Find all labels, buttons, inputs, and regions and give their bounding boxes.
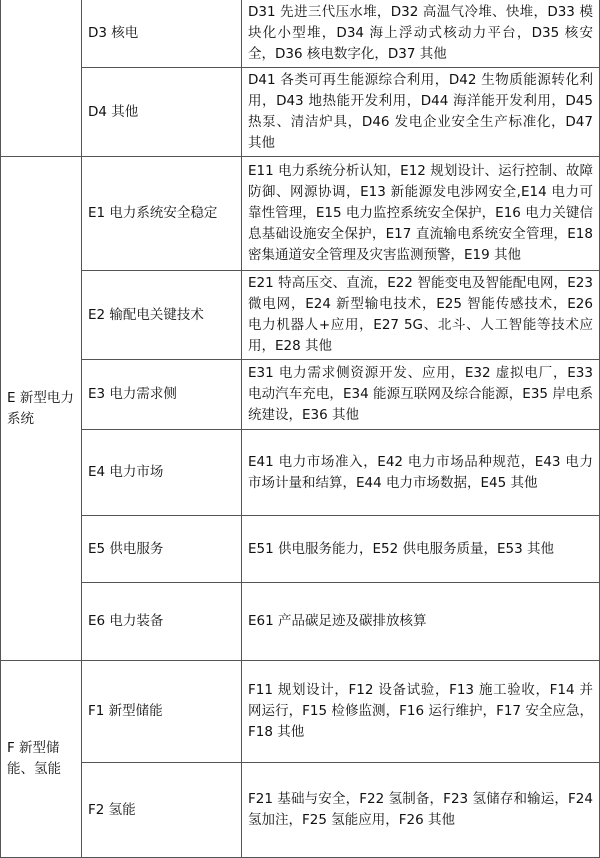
category-cell: F 新型储能、氢能 (1, 661, 82, 858)
content-cell: F21 基础与安全，F22 氢制备，F23 氢储存和输运，F24 氢加注，F25 氢能应用，F26 其他 (242, 763, 600, 858)
table-row (1, 157, 600, 271)
content-cell: D31 先进三代压水堆，D32 高温气冷堆、快堆，D33 模块化小型堆，D34 海上浮动式核动力平台，D35 核安全，D36 核电数字化，D37 其他 (242, 0, 600, 68)
content-cell: E41 电力市场准入，E42 电力市场品种规范，E43 电力市场计量和结算，E44 电力市场数据，E45 其他 (242, 430, 600, 516)
content-cell: F11 规划设计，F12 设备试验，F13 施工验收，F14 并网运行，F15 检修监测，F16 运行维护，F17 安全应急，F18 其他 (242, 661, 600, 763)
subcategory-cell: E2 输配电关键技术 (82, 271, 242, 360)
content-cell: E21 特高压交、直流，E22 智能变电及智能配电网，E23 微电网，E24 新型输电技术，E25 智能传感技术，E26 电力机器人+应用，E27 5G、北斗、人工智能等技术应用，E28 其他 (242, 271, 600, 360)
content-cell: D41 各类可再生能源综合利用，D42 生物质能源转化利用，D43 地热能开发利用，D44 海洋能开发利用，D45 热泵、清洁炉具，D46 发电企业安全生产标准化，D47 其他 (242, 68, 600, 157)
table-row (1, 661, 600, 763)
subcategory-cell: E1 电力系统安全稳定 (82, 157, 242, 271)
category-cell (1, 0, 82, 157)
table-row (1, 430, 600, 516)
table-row (1, 360, 600, 430)
subcategory-cell: F1 新型储能 (82, 661, 242, 763)
content-cell: E61 产品碳足迹及碳排放核算 (242, 583, 600, 661)
table-row (1, 68, 600, 157)
content-cell: E51 供电服务能力，E52 供电服务质量，E53 其他 (242, 516, 600, 583)
subcategory-cell: E3 电力需求侧 (82, 360, 242, 430)
table-row (1, 763, 600, 858)
subcategory-cell: E4 电力市场 (82, 430, 242, 516)
category-cell: E 新型电力系统 (1, 157, 82, 661)
subcategory-cell: F2 氢能 (82, 763, 242, 858)
subcategory-cell: D3 核电 (82, 0, 242, 68)
subcategory-cell: E5 供电服务 (82, 516, 242, 583)
table-row (1, 583, 600, 661)
table-row (1, 0, 600, 68)
subcategory-cell: D4 其他 (82, 68, 242, 157)
content-cell: E31 电力需求侧资源开发、应用，E32 虚拟电厂，E33 电动汽车充电，E34 能源互联网及综合能源，E35 岸电系统建设，E36 其他 (242, 360, 600, 430)
table-row (1, 516, 600, 583)
table-row (1, 271, 600, 360)
content-cell: E11 电力系统分析认知，E12 规划设计、运行控制、故障防御、网源协调，E13 新能源发电涉网安全,E14 电力可靠性管理，E15 电力监控系统安全保护，E16 电力关键信息基础设施安全保护，E17 直流输电系统安全管理，E18 密集通道安全管理及灾害监测预警，E19 其他 (242, 157, 600, 271)
subcategory-cell: E6 电力装备 (82, 583, 242, 661)
